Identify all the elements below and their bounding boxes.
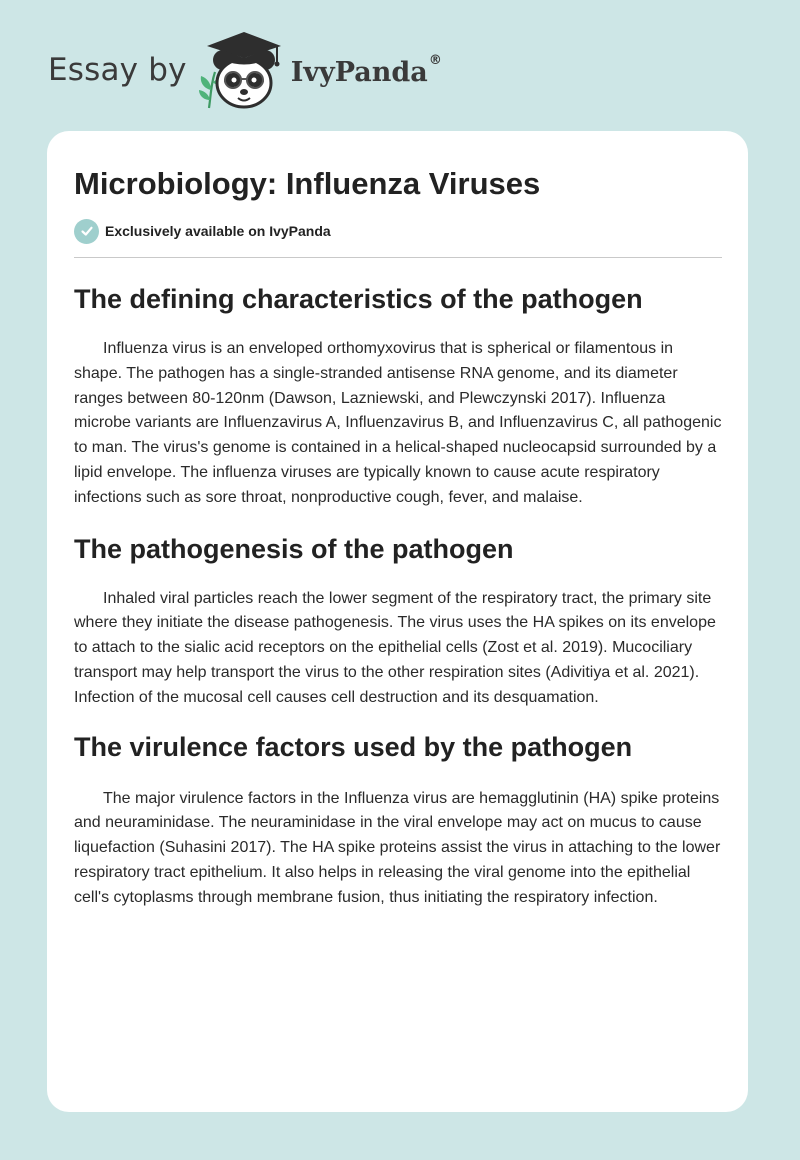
section-body: Inhaled viral particles reach the lower segment of the respiratory tract, the primary site where they initiate the disease pathogenesis. The virus uses the HA spikes on its envelope to attach to the sialic acid receptors on the epithelial cells (Zost et al. 2019). Mucociliary transport may help transport the virus to the other respiration sites (Adivitiya et al. 2021). Infection of the mucosal cell causes cell destruction and its desquamation. bbox=[74, 589, 716, 706]
section-body: Influenza virus is an enveloped orthomyxovirus that is spherical or filamentous in shape. The pathogen has a single-stranded antisense RNA genome, and its diameter ranges between 80-120nm (Dawson, Lazniewski, and Plewczynski 2017). Influenza microbe variants are Influenzavirus A, Influenzavirus B, and Influenzavirus C, all pathogenic to man. The virus's genome is contained in a helical-shaped nucleocapsid surrounded by a lipid envelope. The influenza viruses are typically known to cause acute respiratory infections such as sore throat, nonproductive cough, fever, and malaise. bbox=[74, 340, 722, 506]
exclusive-label: Exclusively available on IvyPanda bbox=[105, 223, 331, 239]
title-divider bbox=[74, 257, 722, 258]
section-pathogenesis bbox=[74, 532, 722, 711]
brand-name: IvyPanda® bbox=[290, 52, 442, 88]
brand-header bbox=[48, 28, 442, 112]
section-virulence-factors bbox=[74, 730, 722, 911]
section-heading: The virulence factors used by the pathogen bbox=[74, 731, 633, 762]
panda-logo-icon bbox=[197, 28, 287, 112]
page-title: Microbiology: Influenza Viruses bbox=[74, 166, 541, 201]
checkmark-badge-icon bbox=[74, 219, 99, 244]
registered-mark: ® bbox=[428, 52, 442, 68]
section-characteristics bbox=[74, 282, 722, 511]
exclusive-badge bbox=[74, 218, 722, 244]
section-body: The major virulence factors in the Influenza virus are hemagglutinin (HA) spike proteins and neuraminidase. The neuraminidase in the viral envelope may act on mucus to cause liquefaction (Suhasini 2017). The HA spike proteins assist the virus in attaching to the lower respiratory tract epithelium. It also helps in releasing the viral genome into the epithelial cell's cytoplasms through membrane fusion, thus initiating the respiratory infection. bbox=[74, 789, 721, 906]
section-heading: The pathogenesis of the pathogen bbox=[74, 533, 514, 564]
essay-card bbox=[47, 131, 748, 1112]
brand-prefix: Essay by bbox=[48, 52, 187, 88]
section-heading: The defining characteristics of the pathogen bbox=[74, 284, 643, 314]
